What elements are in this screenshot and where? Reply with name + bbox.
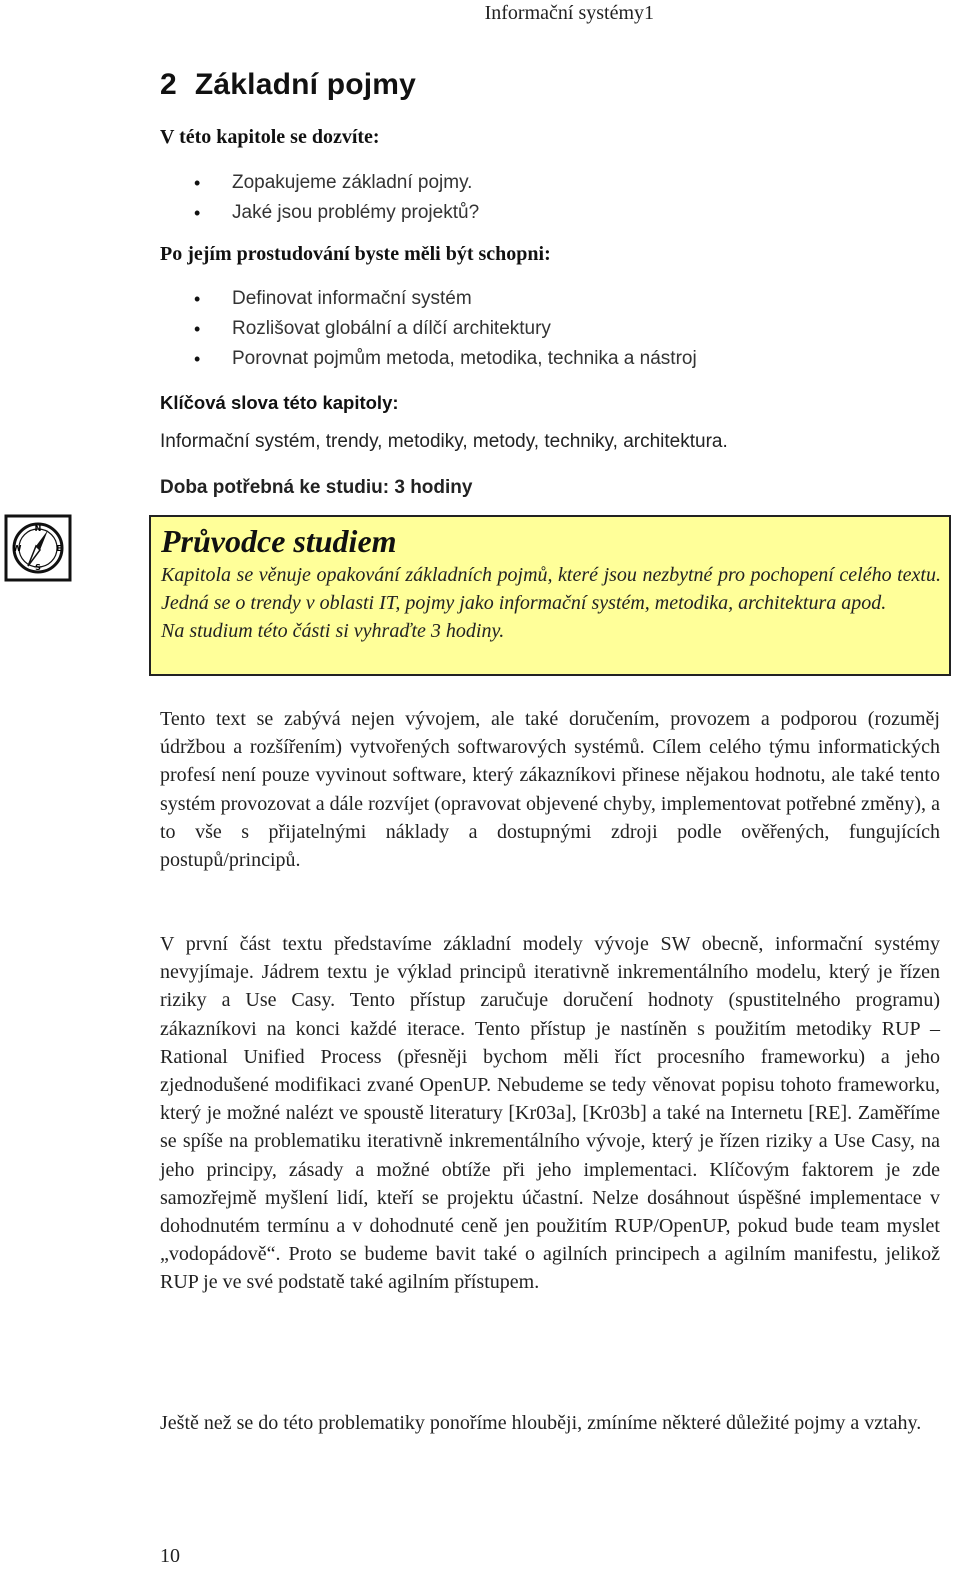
list-item: • Rozlišovat globální a dílčí architektury	[194, 314, 697, 344]
bullet-icon: •	[194, 289, 201, 309]
goals-list	[194, 284, 697, 374]
svg-text:N: N	[34, 524, 42, 533]
guide-text	[161, 561, 941, 645]
page-number: 10	[160, 1545, 180, 1567]
keywords-heading: Klíčová slova této kapitoly:	[160, 392, 399, 413]
body-paragraph: V první část textu představíme základní modely vývoje SW obecně, informační systémy nevyjímaje. Jádrem textu je výklad principů iterativně inkrementálního modelu, který je řízen riziky a Use Casy. Tento přístup zaručuje doručení hodnoty (spustitelného programu) zákazníkovi na konci každé iterace. Tento přístup je nastíněn s použitím metodiky RUP – Rational Unified Process (přesněji bychom měli říct procesního frameworku) a jeho zjednodušené modifikaci zvané OpenUP. Nebudeme se tedy věnovat popisu tohoto frameworku, který je možné nalézt ve spoustě literatury [Kr03a], [Kr03b] a také na Internetu [RE]. Zaměříme se spíše na problematiku iterativně inkrementálního vývoje, který je řízen riziky a Use Casy, na jeho principy, zásady a možné obtíže při jeho implementaci. Klíčovým faktorem je zde samozřejmě myšlení lidí, kteří se projektu účastní. Nelze dosáhnout úspěšné implementace v dohodnutém termínu a v dohodnuté ceně jen použitím RUP/OpenUP, pokud bude team myslet „vodopádově“. Proto se budeme bavit také o agilních principech a agilním manifestu, jelikož RUP je ve své podstatě také agilním přístupem.	[160, 933, 940, 1294]
chapter-number: 2	[160, 68, 177, 101]
running-header: Informační systémy1	[484, 2, 654, 24]
svg-text:S: S	[35, 563, 41, 572]
chapter-title	[160, 68, 416, 102]
list-item: • Zopakujeme základní pojmy.	[194, 168, 479, 198]
svg-text:W: W	[12, 544, 22, 553]
list-item: • Porovnat pojmům metoda, metodika, technika a nástroj	[194, 344, 697, 374]
guide-line: Kapitola se věnuje opakování základních pojmů, které jsou nezbytné pro pochopení celého textu. Jedná se o trendy v oblasti IT, pojmy jako informační systém, metodika, architektura apod.	[161, 564, 941, 614]
bullet-icon: •	[194, 349, 201, 369]
list-item: • Definovat informační systém	[194, 284, 697, 314]
guide-line: Na studium této části si vyhraďte 3 hodiny.	[161, 620, 505, 642]
guide-title: Průvodce studiem	[161, 523, 397, 559]
study-guide-box	[149, 515, 951, 676]
body-paragraph: Tento text se zabývá nejen vývojem, ale také doručením, provozem a podporou (rozuměj údržbou a rozšířením) vytvořených softwarových systémů. Cílem celého týmu informatických profesí není pouze vyvinout software, který zákazníkovi přinese nějakou hodnotu, ale také tento systém provozovat a dále rozvíjet (opravovat objevené chyby, implementovat potřebné změny), a to vše s přijatelnými náklady a dostupnými zdroji podle ověřených, fungujících postupů/principů.	[160, 708, 940, 872]
learn-list	[194, 168, 479, 228]
body-paragraph: Ještě než se do této problematiky ponoříme hlouběji, zmíníme některé důležité pojmy a vztahy.	[160, 1412, 922, 1434]
bullet-icon: •	[194, 203, 201, 223]
bullet-icon: •	[194, 173, 201, 193]
list-item: • Jaké jsou problémy projektů?	[194, 198, 479, 228]
bullet-icon: •	[194, 319, 201, 339]
keywords-text: Informační systém, trendy, metodiky, metody, techniky, architektura.	[160, 431, 728, 452]
compass-icon	[4, 514, 72, 582]
chapter-title-text: Základní pojmy	[194, 68, 417, 101]
svg-text:E: E	[56, 544, 62, 553]
goals-heading: Po jejím prostudování byste měli být schopni:	[160, 243, 551, 265]
study-time: Doba potřebná ke studiu: 3 hodiny	[160, 477, 473, 498]
learn-heading: V této kapitole se dozvíte:	[160, 126, 380, 148]
